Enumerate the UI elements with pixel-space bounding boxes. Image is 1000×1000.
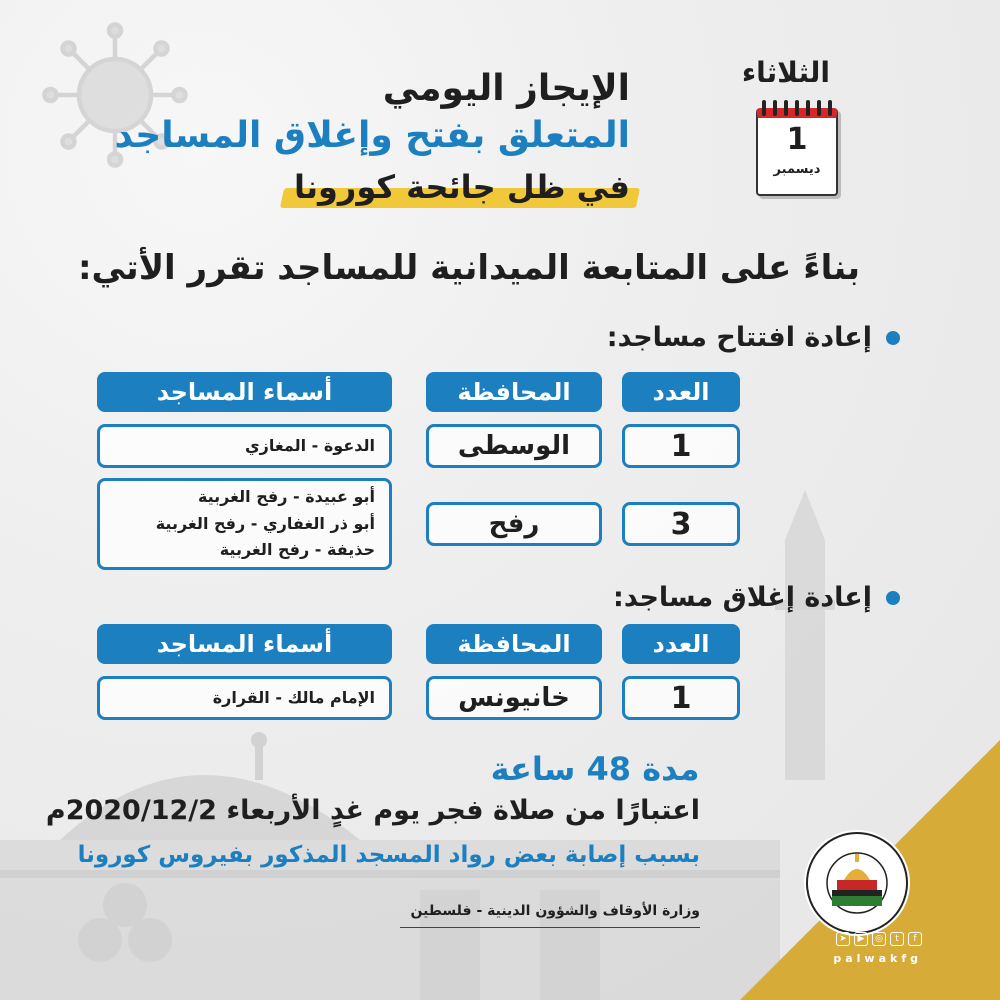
mosque-name: أبو عبيدة - رفح الغربية (197, 486, 375, 506)
calendar-rings (762, 100, 832, 116)
close-heading (613, 582, 900, 613)
reason-text: بسبب إصابة بعض رواد المسجد المذكور بفيروس كورونا (77, 842, 700, 868)
close-col-names: أسماء المساجد (97, 624, 392, 664)
reopen-col-names: أسماء المساجد (97, 372, 392, 412)
close-heading-text: إعادة إغلاق مساجد: (613, 582, 872, 613)
reopen-col-governorate: المحافظة (426, 372, 602, 412)
calendar-icon (756, 100, 838, 196)
title-line-1: الإيجاز اليومي (382, 68, 630, 109)
mosque-name: الدعوة - المغازي (244, 435, 375, 455)
reopen-row-1-count: 1 (622, 424, 740, 468)
reopen-row-1-governorate: الوسطى (426, 424, 602, 468)
from-date-text: اعتبارًا من صلاة فجر يوم غدٍ الأربعاء 2020/12/2م (45, 795, 700, 826)
title-line-2: المتعلق بفتح وإغلاق المساجد (114, 115, 630, 156)
bullet-icon (886, 591, 900, 605)
social-handle: palwakfg (833, 952, 922, 965)
close-row-1-governorate: خانيونس (426, 676, 602, 720)
bullet-icon (886, 331, 900, 345)
reopen-row-2-count: 3 (622, 502, 740, 546)
reopen-col-count: العدد (622, 372, 740, 412)
close-col-governorate: المحافظة (426, 624, 602, 664)
reopen-row-2-names (97, 478, 392, 570)
title-line-3-wrap (294, 168, 630, 206)
instagram-icon[interactable]: ◎ (872, 932, 886, 946)
calendar-month: ديسمبر (773, 162, 821, 177)
close-col-count: العدد (622, 624, 740, 664)
twitter-icon[interactable]: t (890, 932, 904, 946)
ministry-footer: وزارة الأوقاف والشؤون الدينية - فلسطين (400, 903, 700, 928)
reopen-row-1-names (97, 424, 392, 468)
calendar-day-number: 1 (786, 122, 808, 157)
ministry-logo (802, 828, 912, 938)
facebook-icon[interactable]: f (908, 932, 922, 946)
mosque-name: الإمام مالك - القرارة (212, 687, 375, 707)
day-name: الثلاثاء (741, 56, 830, 89)
close-row-1-names (97, 676, 392, 720)
youtube-icon[interactable]: ▶ (854, 932, 868, 946)
close-row-1-count: 1 (622, 676, 740, 720)
title-line-3: في ظل جائحة كورونا (293, 168, 630, 206)
reopen-row-2-governorate: رفح (426, 502, 602, 546)
duration-text: مدة 48 ساعة (490, 750, 700, 788)
intro-text: بناءً على المتابعة الميدانية للمساجد تقرر الأتي: (77, 248, 860, 288)
reopen-heading (607, 322, 900, 353)
reopen-heading-text: إعادة افتتاح مساجد: (606, 322, 872, 353)
mosque-name: حذيفة - رفح الغربية (219, 540, 375, 560)
minaret-background-image (760, 480, 850, 780)
social-icons (836, 932, 922, 946)
mosque-name: أبو ذر الغفاري - رفح الغربية (155, 513, 375, 533)
telegram-icon[interactable]: ➤ (836, 932, 850, 946)
